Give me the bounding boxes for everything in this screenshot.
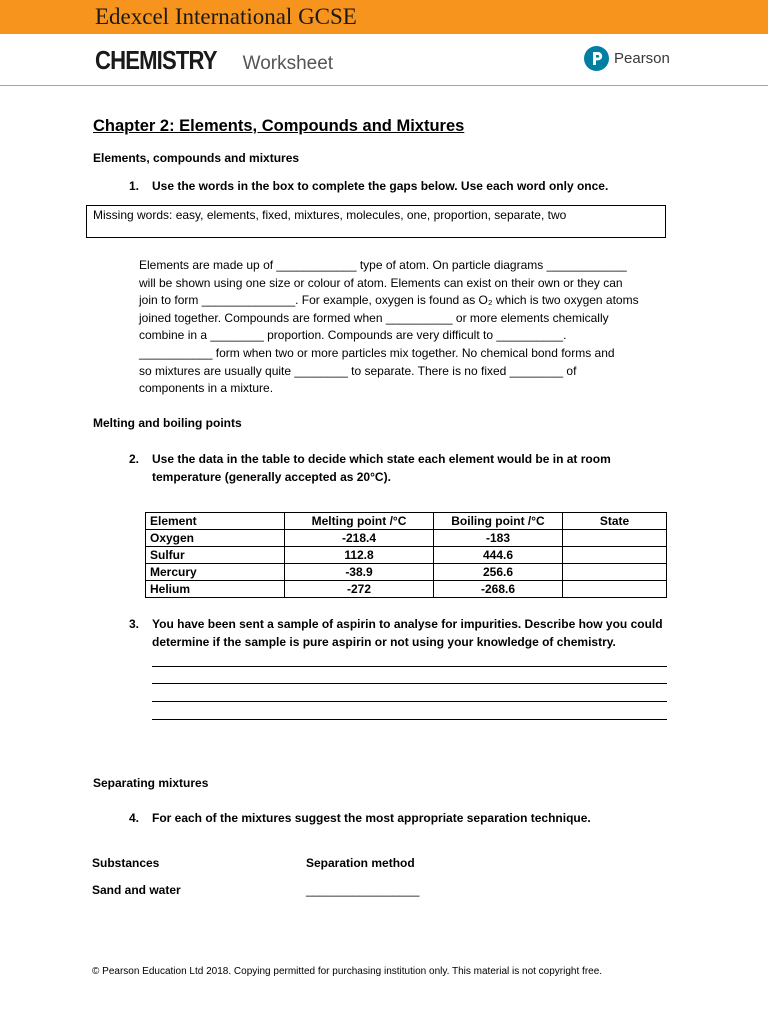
table-row [146,530,667,547]
table-header-row [146,513,667,530]
substance-sand-water: Sand and water [92,883,181,897]
paragraph-line: join to form ______________. For example, oxygen is found as O₂ which is two oxygen atoms [139,293,639,308]
question-1-text: Use the words in the box to complete the gaps below. Use each word only once. [152,179,609,193]
state-answer-cell[interactable] [563,530,667,547]
table-cell: 112.8 [285,547,434,564]
paragraph-line: combine in a ________ proportion. Compounds are very difficult to __________. [139,328,567,343]
table-cell: Oxygen [146,530,285,547]
state-answer-cell[interactable] [563,564,667,581]
table-cell: -268.6 [434,581,563,598]
paragraph-line: joined together. Compounds are formed when __________ or more elements chemically [139,310,609,325]
table-header: Melting point /°C [285,513,434,530]
answer-line[interactable] [152,666,667,667]
table-header: Element [146,513,285,530]
table-row [146,564,667,581]
table-cell: -218.4 [285,530,434,547]
paragraph-line: will be shown using one size or colour of atom. Elements can exist on their own or they can [139,275,623,290]
qualification-title: Edexcel International GCSE [95,4,357,29]
publisher-name: Pearson [614,50,670,67]
table-cell: -183 [434,530,563,547]
table-row [146,547,667,564]
table-cell: Sulfur [146,547,285,564]
answer-line[interactable] [152,719,667,720]
table-cell: Mercury [146,564,285,581]
subject-sub: Worksheet [242,53,334,74]
table-cell: Helium [146,581,285,598]
substances-column-label: Substances [92,856,160,870]
gap-fill-paragraph [139,257,674,398]
question-1-number: 1. [129,179,140,193]
paragraph-line: components in a mixture. [139,381,274,396]
state-answer-cell[interactable] [563,547,667,564]
chapter-title: Chapter 2: Elements, Compounds and Mixtures [93,117,465,135]
table-cell: -272 [285,581,434,598]
question-3-number: 3. [129,617,140,631]
paragraph-line: ___________ form when two or more particles mix together. No chemical bond forms and [139,345,615,360]
question-2-number: 2. [129,452,140,466]
section-heading-melting: Melting and boiling points [93,416,242,430]
question-3-text: You have been sent a sample of aspirin to analyse for impurities. Describe how you could determine if the sample is pure aspirin or not using your knowledge of chemistry. [152,617,663,649]
paragraph-line: so mixtures are usually quite ________ to separate. There is no fixed ________ of [139,363,577,378]
copyright-footer: © Pearson Education Ltd 2018. Copying permitted for purchasing institution only. This material is not copyright free. [92,966,603,977]
question-2-text: Use the data in the table to decide which state each element would be in at room temperature (generally accepted as 20°C). [152,452,611,484]
table-row [146,581,667,598]
missing-words-box [86,205,666,238]
table-cell: 256.6 [434,564,563,581]
table-header: Boiling point /°C [434,513,563,530]
pearson-logo [584,46,670,71]
subject-title [95,45,333,76]
answer-line[interactable] [152,701,667,702]
answer-line[interactable] [152,683,667,684]
header-divider [0,85,768,86]
table-cell: 444.6 [434,547,563,564]
paragraph-line: Elements are made up of ____________ type of atom. On particle diagrams ____________ [139,258,627,272]
section-heading-separating: Separating mixtures [93,776,209,790]
melting-boiling-table [145,512,667,598]
method-answer-blank[interactable]: _________________ [306,883,420,897]
table-cell: -38.9 [285,564,434,581]
question-4-text: For each of the mixtures suggest the most appropriate separation technique. [152,811,591,825]
section-heading-elements: Elements, compounds and mixtures [93,151,300,165]
state-answer-cell[interactable] [563,581,667,598]
subject-main: CHEMISTRY [95,45,217,75]
pearson-p-icon [584,46,609,71]
missing-words: Missing words: easy, elements, fixed, mixtures, molecules, one, proportion, separate, two [93,208,567,222]
header-banner [0,0,768,34]
table-header: State [563,513,667,530]
method-column-label: Separation method [306,856,415,870]
question-4-number: 4. [129,811,140,825]
